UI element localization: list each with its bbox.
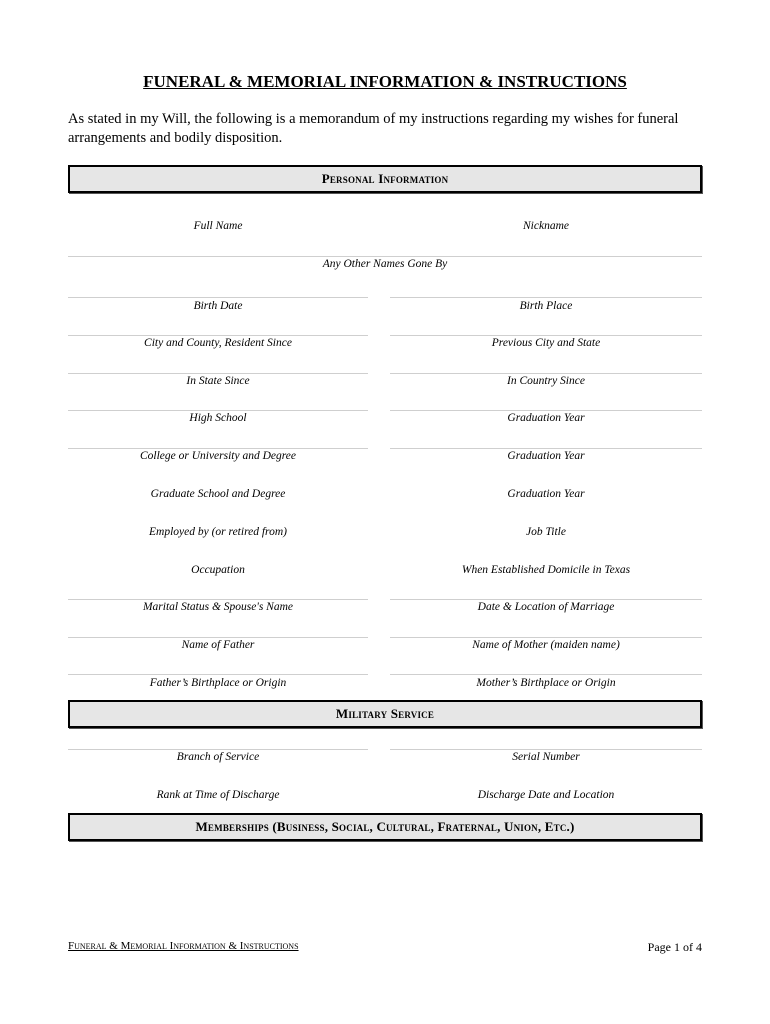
label-college: College or University and Degree	[139, 450, 297, 462]
label-college-grad-year: Graduation Year	[507, 450, 585, 462]
input-line-mother[interactable]	[390, 637, 702, 638]
label-grad-school: Graduate School and Degree	[150, 488, 286, 500]
label-discharge: Discharge Date and Location	[477, 789, 615, 801]
label-branch: Branch of Service	[176, 751, 260, 763]
input-line-birth-place[interactable]	[390, 297, 702, 298]
label-father-origin: Father’s Birthplace or Origin	[149, 677, 287, 689]
input-line-high-school[interactable]	[68, 410, 368, 411]
footer-title: Funeral & Memorial Information & Instructions	[68, 940, 299, 952]
label-high-school: High School	[189, 412, 247, 424]
input-line-names[interactable]	[68, 256, 702, 257]
input-line-serial[interactable]	[390, 749, 702, 750]
label-mother: Name of Mother (maiden name)	[472, 639, 620, 651]
input-line-college[interactable]	[68, 448, 368, 449]
page-number: Page 1 of 4	[647, 940, 702, 954]
section-memberships: Memberships (Business, Social, Cultural, Fraternal, Union, Etc.)	[68, 813, 702, 841]
input-line-branch[interactable]	[68, 749, 368, 750]
label-occupation: Occupation	[191, 564, 245, 576]
label-rank: Rank at Time of Discharge	[156, 789, 280, 801]
label-employed-by: Employed by (or retired from)	[149, 526, 287, 538]
label-father: Name of Father	[181, 639, 255, 651]
input-line-marriage[interactable]	[390, 599, 702, 600]
label-domicile-texas: When Established Domicile in Texas	[461, 564, 631, 576]
input-line-mother-origin[interactable]	[390, 674, 702, 675]
label-marriage: Date & Location of Marriage	[477, 601, 615, 613]
label-nickname: Nickname	[523, 220, 569, 232]
label-birth-place: Birth Place	[519, 300, 573, 312]
label-hs-grad-year: Graduation Year	[507, 412, 585, 424]
section-personal-information: Personal Information	[68, 165, 702, 193]
label-marital-status: Marital Status & Spouse's Name	[142, 601, 294, 613]
section-military-service: Military Service	[68, 700, 702, 728]
intro-paragraph: As stated in my Will, the following is a memorandum of my instructions regarding my wishes for funeral arrangements and bodily disposition.	[68, 111, 679, 146]
label-job-title: Job Title	[526, 526, 566, 538]
input-line-marital[interactable]	[68, 599, 368, 600]
label-grad-school-year: Graduation Year	[507, 488, 585, 500]
label-serial: Serial Number	[512, 751, 580, 763]
input-line-birth-date[interactable]	[68, 297, 368, 298]
input-line-father[interactable]	[68, 637, 368, 638]
label-prev-city-state: Previous City and State	[491, 337, 601, 349]
label-birth-date: Birth Date	[193, 300, 243, 312]
input-line-hs-year[interactable]	[390, 410, 702, 411]
label-in-country-since: In Country Since	[507, 375, 585, 387]
label-in-state-since: In State Since	[186, 375, 250, 387]
input-line-in-state[interactable]	[68, 373, 368, 374]
input-line-in-country[interactable]	[390, 373, 702, 374]
document-title: FUNERAL & MEMORIAL INFORMATION & INSTRUCTIONS	[143, 72, 627, 91]
label-other-names: Any Other Names Gone By	[322, 258, 448, 270]
label-mother-origin: Mother’s Birthplace or Origin	[476, 677, 616, 689]
label-full-name: Full Name	[193, 220, 243, 232]
input-line-city-county[interactable]	[68, 335, 368, 336]
label-city-county: City and County, Resident Since	[144, 337, 292, 349]
input-line-father-origin[interactable]	[68, 674, 368, 675]
input-line-prev-city[interactable]	[390, 335, 702, 336]
input-line-college-year[interactable]	[390, 448, 702, 449]
